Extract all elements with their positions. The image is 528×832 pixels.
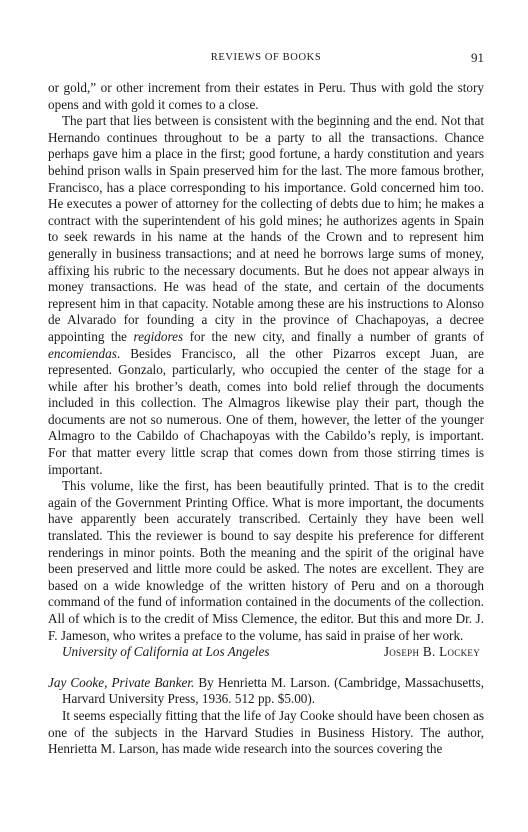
foreign-term: encomiendas xyxy=(48,345,117,361)
book-title: Jay Cooke, Private Banker. xyxy=(48,674,195,690)
next-review xyxy=(48,675,484,758)
review-body xyxy=(48,80,484,758)
book-citation xyxy=(48,675,484,708)
reviewer-name: Joseph B. Lockey xyxy=(383,644,480,660)
paragraph-opening: or gold,” or other increment from their estates in Peru. Thus with gold the story opens and with gold it comes to a close. xyxy=(48,80,484,112)
page-number: 91 xyxy=(471,50,484,65)
running-head xyxy=(48,50,484,70)
paragraph-volume-assessment: This volume, like the first, has been beautifully printed. That is to the credit again of the Government Printing Office. What is more important, the documents have apparently been accurately transcribed. Certainly they have been well translated. This the reviewer is bound to say despite his preference for different renderings in minor points. Both the meaning and the spirit of the original have been preserved and little more could be asked. The notes are excellent. They are based on a wide knowledge of the written history of Peru and on a thorough command of the fund of information contained in the documents of the collection. All of which is to the credit of Miss Clemence, the editor. But this and more Dr. J. F. Jameson, who writes a preface to the volume, has said in praise of her work. xyxy=(48,478,484,643)
running-title: REVIEWS OF BOOKS xyxy=(210,52,322,63)
paragraph-jay-cooke: It seems especially fitting that the life of Jay Cooke should have been chosen as one of the subjects in the Harvard Studies in Business History. The author, Henrietta M. Larson, has made wide research into the sources covering the xyxy=(48,707,484,757)
book-publication-details: By Henrietta M. Larson. (Cambridge, Massachusetts, Harvard University Press, 1936. 512 pp. $5.00). xyxy=(62,674,484,707)
foreign-term: regidores xyxy=(133,328,184,344)
book-page xyxy=(48,50,484,758)
review-signature xyxy=(48,644,484,661)
paragraph-pizarros: The part that lies between is consistent with the beginning and the end. Not that Hernando continues throughout to be a party to all the transactions. Chance perhaps gave him a place in the first; good fortune, a hardy constitution and years behind prison walls in Spain preserved him for the last. The more famous brother, Francisco, has a place corresponding to his importance. Gold concerned him too. He executes a power of attorney for the collecting of debts due to him; he makes a contract with the superintendent of his gold mines; he authorizes agents in Spain to seek rewards in his name at the hands of the Crown and to represent him generally in business transactions; and at need he borrows large sums of money, affixing his rubric to the necessary documents. But he does not appear always in money transactions. He was head of the state, and certain of the documents represent him in that capacity. Notable among these are his instructions to Alonso de Alvarado for founding a city in the province of Chachapoyas, a decree appointing the regidores for the new city, and finally a number of grants of encomiendas. Besides Francisco, all the other Pizarros except Juan, are represented. Gonzalo, particularly, who occupied the center of the stage for a while after his brother’s death, comes into bold relief through the documents included in this collection. The Almagros likewise play their part, though the documents are not so numerous. One of them, however, the letter of the younger Almagro to the Cabildo of Chachapoyas with the Cabildo’s reply, is important. For that matter every little scrap that comes down from those stirring times is important. xyxy=(48,113,484,477)
reviewer-affiliation: University of California at Los Angeles xyxy=(62,644,270,660)
